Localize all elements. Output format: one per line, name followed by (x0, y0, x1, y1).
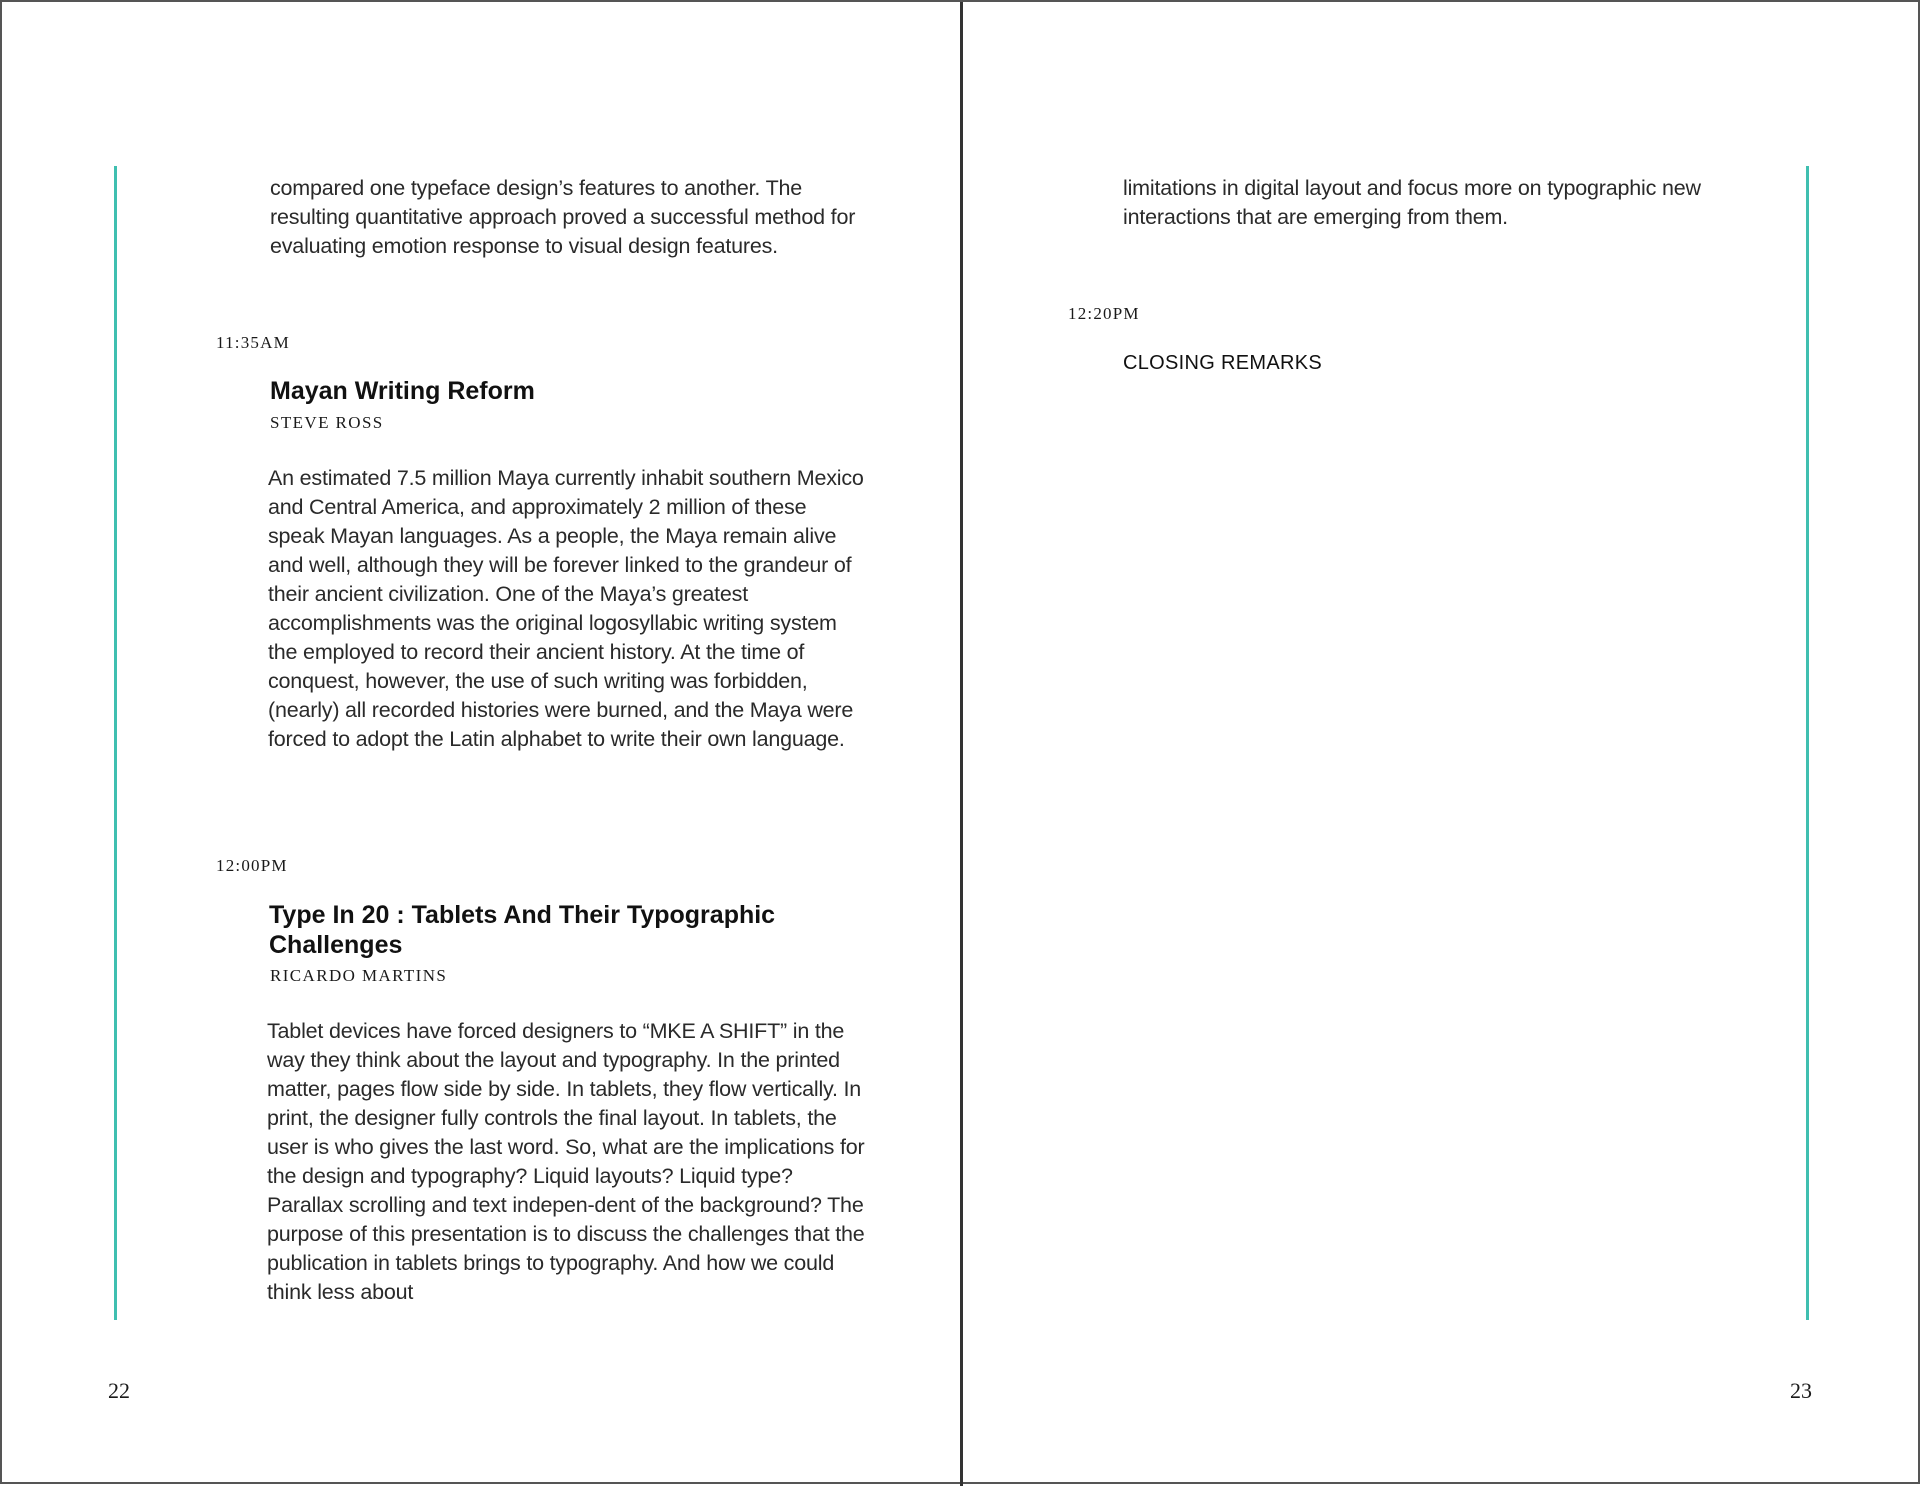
session-speaker: STEVE ROSS (270, 413, 384, 432)
page-number: 22 (108, 1378, 130, 1403)
closing-remarks-title: CLOSING REMARKS (1123, 352, 1322, 374)
session-time: 12:20PM (1068, 304, 1140, 323)
session-description: Tablet devices have forced designers to “MKE A SHIFT” in the way they think about the layout and typography. In the printed matter, pages flow side by side. In tablets, they flow vertically. In print, the designer fully controls the final layout. In tablets, the user is who gives the last word. So, what are the implications for the design and typography? Liquid layouts? Liquid type? Parallax scrolling and text indepen-dent of the background? The purpose of this presentation is to discuss the challenges that the publication in tablets brings to typography. And how we could think less about (267, 1019, 865, 1304)
session-time: 11:35AM (216, 333, 290, 352)
page-gutter (960, 2, 963, 1486)
continued-paragraph: limitations in digital layout and focus more on typographic new interactions that are emerging from them. (1123, 176, 1701, 229)
page-number: 23 (1790, 1378, 1812, 1403)
session-time: 12:00PM (216, 856, 288, 875)
session-description: An estimated 7.5 million Maya currently inhabit southern Mexico and Central America, and approximately 2 million of these speak Mayan languages. As a people, the Maya remain alive and well, although they will be forever linked to the grandeur of their ancient civilization. One of the Maya’s greatest accomplishments was the original logosyllabic writing system the employed to record their ancient history. At the time of conquest, however, the use of such writing was forbidden, (nearly) all recorded histories were burned, and the Maya were forced to adopt the Latin alphabet to write their own language. (268, 466, 864, 751)
right-accent-rule (1806, 166, 1809, 1320)
session-title: Mayan Writing Reform (270, 377, 535, 405)
session-speaker: RICARDO MARTINS (270, 966, 448, 985)
left-accent-rule (114, 166, 117, 1320)
session-title: Type In 20 : Tablets And Their Typographic Challenges (269, 901, 776, 959)
intro-paragraph: compared one typeface design’s features to another. The resulting quantitative approach proved a successful method for evaluating emotion response to visual design features. (270, 176, 856, 258)
